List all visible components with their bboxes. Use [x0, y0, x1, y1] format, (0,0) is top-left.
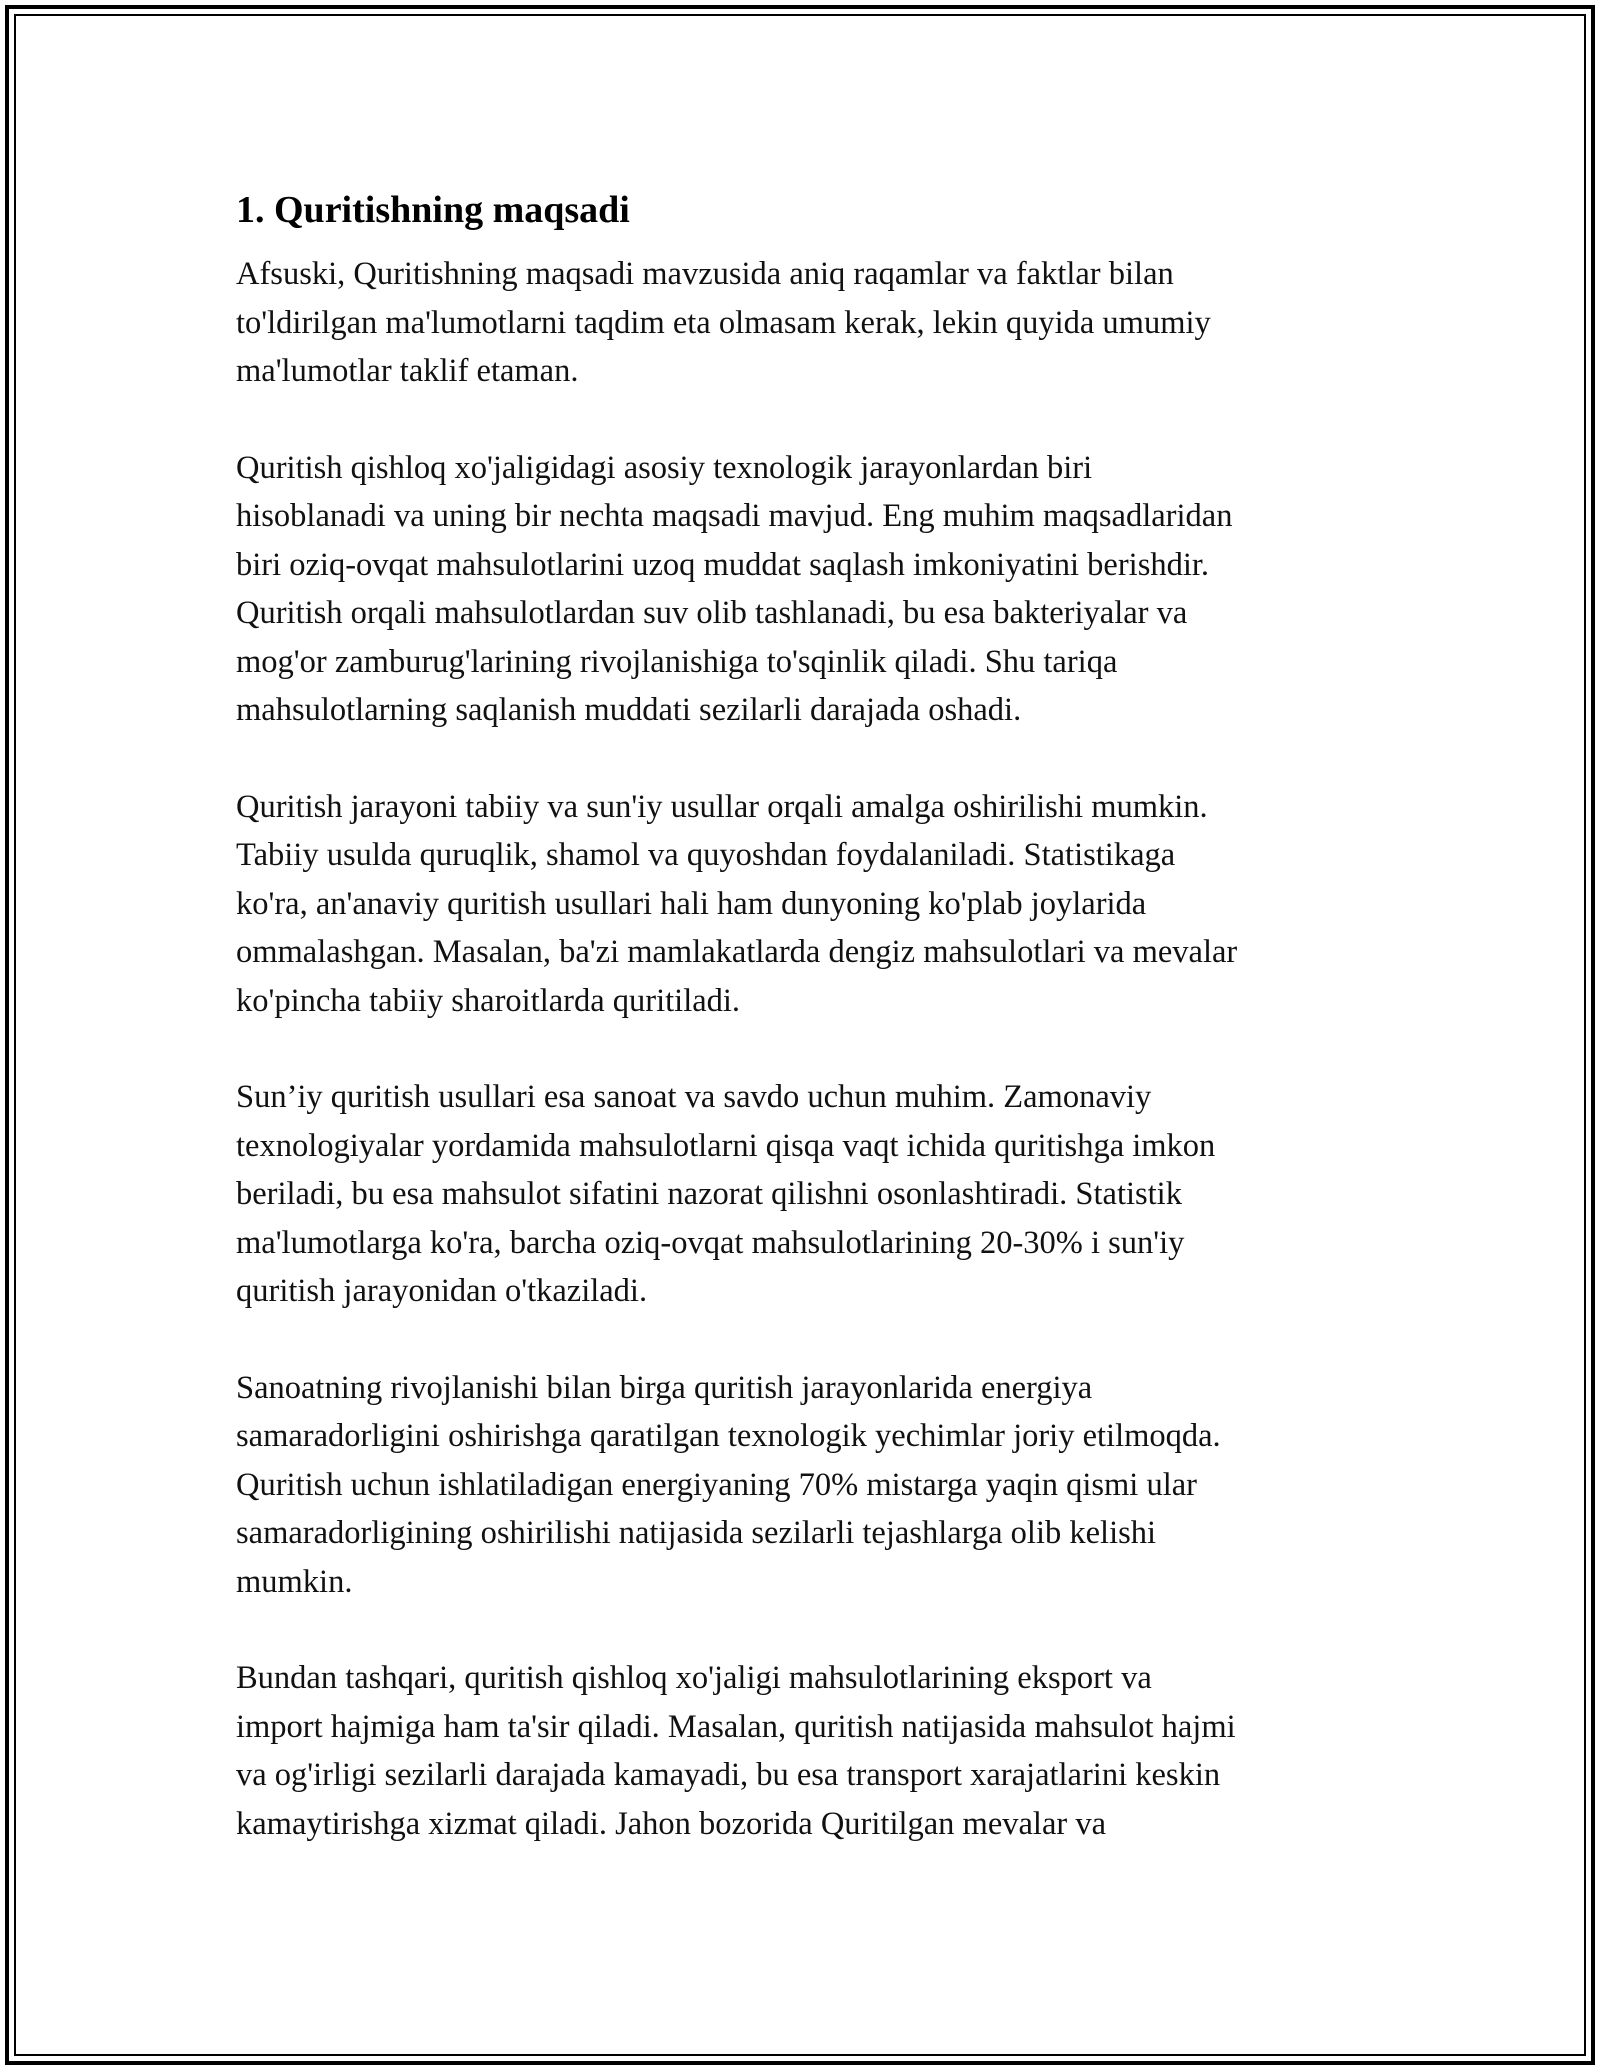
text-line: Afsuski, Quritishning maqsadi mavzusida aniq raqamlar va faktlar bilan	[236, 256, 1174, 292]
document-body	[236, 186, 1376, 1896]
text-line: to'ldirilgan ma'lumotlarni taqdim eta olmasam kerak, lekin quyida umumiy	[236, 304, 1211, 341]
text-line: samaradorligining oshirilishi natijasida sezilarli tejashlarga olib kelishi	[236, 1515, 1157, 1551]
text-line: mumkin.	[236, 1563, 353, 1600]
text-line: import hajmiga ham ta'sir qiladi. Masalan, quritish natijasida mahsulot hajmi	[236, 1708, 1236, 1745]
paragraph-2	[236, 444, 1376, 735]
text-line: Bundan tashqari, quritish qishloq xo'jaligi mahsulotlarining eksport va	[236, 1660, 1152, 1696]
text-line: Quritish uchun ishlatiladigan energiyaning 70% mistarga yaqin qismi ular	[236, 1466, 1197, 1503]
text-line: kamaytirishga xizmat qiladi. Jahon bozorida Quritilgan mevalar va	[236, 1805, 1107, 1842]
text-line: Sanoatning rivojlanishi bilan birga quritish jarayonlarida energiya	[236, 1369, 1093, 1406]
text-line: samaradorligini oshirishga qaratilgan texnologik yechimlar joriy etilmoqda.	[236, 1418, 1221, 1454]
paragraph-3	[236, 783, 1376, 1026]
paragraph-6	[236, 1654, 1376, 1848]
paragraph-1	[236, 250, 1376, 396]
text-line: ma'lumotlarga ko'ra, barcha oziq-ovqat mahsulotlarining 20-30% i sun'iy	[236, 1224, 1185, 1261]
paragraph-4	[236, 1073, 1376, 1316]
text-line: hisoblanadi va uning bir nechta maqsadi mavjud. Eng muhim maqsadlaridan	[236, 498, 1233, 534]
text-line: beriladi, bu esa mahsulot sifatini nazorat qilishni osonlashtiradi. Statistik	[236, 1176, 1182, 1212]
paragraph-5	[236, 1364, 1376, 1607]
text-line: mahsulotlarning saqlanish muddati sezilarli darajada oshadi.	[236, 692, 1022, 728]
text-line: biri oziq-ovqat mahsulotlarini uzoq muddat saqlash imkoniyatini berishdir.	[236, 546, 1210, 583]
text-line: Quritish jarayoni tabiiy va sun'iy usullar orqali amalga oshirilishi mumkin.	[236, 788, 1208, 825]
text-line: mog'or zamburug'larining rivojlanishiga to'sqinlik qiladi. Shu tariqa	[236, 643, 1118, 680]
text-line: quritish jarayonidan o'tkaziladi.	[236, 1273, 648, 1309]
text-line: ko'ra, an'anaviy quritish usullari hali ham dunyoning ko'plab joylarida	[236, 885, 1147, 922]
text-line: Quritish qishloq xo'jaligidagi asosiy texnologik jarayonlardan biri	[236, 449, 1093, 486]
text-line: ko'pincha tabiiy sharoitlarda quritiladi.	[236, 982, 741, 1019]
page-title: 1. Quritishning maqsadi	[236, 189, 630, 231]
text-line: Quritish orqali mahsulotlardan suv olib tashlanadi, bu esa bakteriyalar va	[236, 595, 1188, 631]
text-line: va og'irligi sezilarli darajada kamayadi, bu esa transport xarajatlarini keskin	[236, 1757, 1221, 1793]
text-line: texnologiyalar yordamida mahsulotlarni qisqa vaqt ichida quritishga imkon	[236, 1127, 1216, 1164]
text-line: ommalashgan. Masalan, ba'zi mamlakatlarda dengiz mahsulotlari va mevalar	[236, 934, 1238, 970]
text-line: Sun’iy quritish usullari esa sanoat va savdo uchun muhim. Zamonaviy	[236, 1079, 1152, 1115]
text-line: Tabiiy usulda quruqlik, shamol va quyoshdan foydalaniladi. Statistikaga	[236, 837, 1176, 873]
text-line: ma'lumotlar taklif etaman.	[236, 353, 579, 389]
